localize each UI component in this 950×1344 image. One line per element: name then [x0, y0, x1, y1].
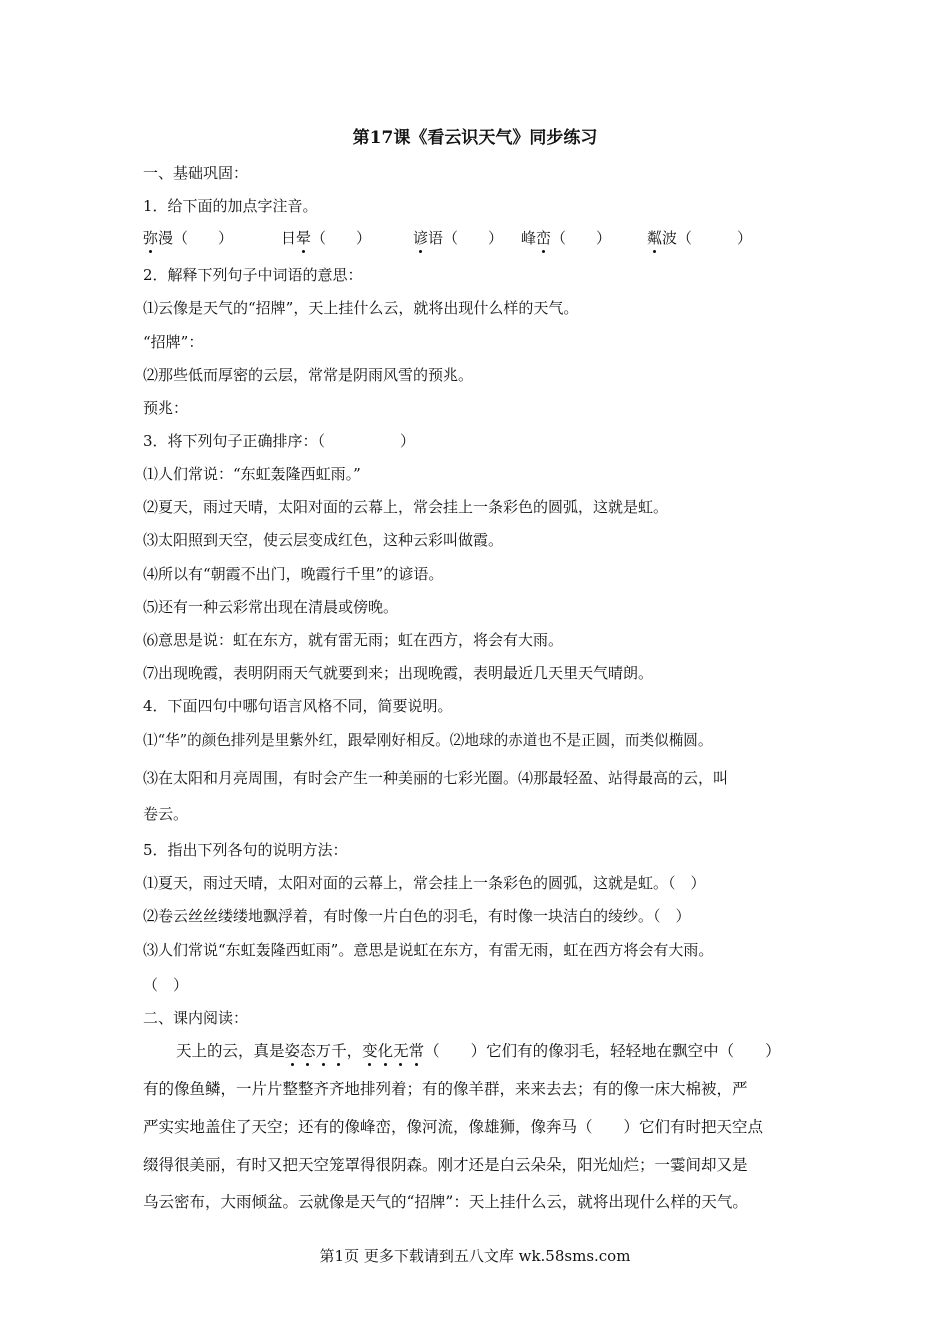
section1-heading: 一、基础巩固： [143, 164, 249, 182]
q3-line: ⑺出现晚霞，表明阴雨天气就要到来；出现晚霞，表明最近几天里天气晴朗。 [143, 664, 654, 682]
pinyin-item-2: 日晕（ ） [281, 229, 372, 247]
q5-line: ⑵卷云丝丝缕缕地飘浮着，有时像一片白色的羽毛，有时像一块洁白的绫纱。（ ） [143, 907, 691, 925]
pinyin-item-3: 谚语（ ） [413, 229, 504, 247]
q5-line: ⑶人们常说“东虹轰隆西虹雨”。意思是说虹在东方，有雷无雨，虹在西方将会有大雨。 [143, 941, 714, 959]
q2-term-1: “招牌”： [143, 333, 204, 351]
q3-line: ⑶太阳照到天空，使云层变成红色，这种云彩叫做霞。 [143, 531, 504, 549]
q5-prompt: 5．指出下列各句的说明方法： [143, 841, 348, 859]
q2-sentence-1: ⑴云像是天气的“招牌”，天上挂什么云，就将出现什么样的天气。 [143, 299, 579, 317]
q2-term-2: 预兆： [143, 399, 189, 417]
q2-sentence-2: ⑵那些低而厚密的云层，常常是阴雨风雪的预兆。 [143, 366, 474, 384]
reading-line: 缀得很美丽，有时又把天空笼罩得很阴森。刚才还是白云朵朵，阳光灿烂；一霎间却又是 [143, 1156, 748, 1174]
section2-heading: 二、课内阅读： [143, 1009, 249, 1027]
page-title: 第17课《看云识天气》同步练习 [352, 128, 598, 148]
q3-line: ⑹意思是说：虹在东方，就有雷无雨；虹在西方，将会有大雨。 [143, 631, 564, 649]
q4-line-2: ⑶在太阳和月亮周围，有时会产生一种美丽的七彩光圈。⑷那最轻盈、站得最高的云，叫 [143, 769, 729, 787]
q3-line: ⑴人们常说：“东虹轰隆西虹雨。” [143, 465, 361, 483]
reading-paragraph-line-1: 天上的云，真是姿态万千，变化无常（ ）它们有的像羽毛，轻轻地在飘空中（ ） [176, 1042, 781, 1060]
q4-prompt: 4．下面四句中哪句语言风格不同，简要说明。 [143, 697, 453, 715]
q4-line-3: 卷云。 [143, 805, 189, 823]
reading-line: 乌云密布，大雨倾盆。云就像是天气的“招牌”：天上挂什么云，就将出现什么样的天气。 [143, 1193, 748, 1211]
q3-line: ⑸还有一种云彩常出现在清晨或傍晚。 [143, 598, 399, 616]
q3-prompt: 3．将下列句子正确排序：（ ） [143, 432, 416, 450]
q3-line: ⑵夏天，雨过天晴，太阳对面的云幕上，常会挂上一条彩色的圆弧，这就是虹。 [143, 498, 669, 516]
q1-prompt: 1．给下面的加点字注音。 [143, 197, 318, 215]
q5-line: ⑴夏天，雨过天晴，太阳对面的云幕上，常会挂上一条彩色的圆弧，这就是虹。（ ） [143, 874, 706, 892]
page-footer: 第1页 更多下载请到五八文库 wk.58sms.com [319, 1247, 631, 1265]
reading-line: 严实实地盖住了天空；还有的像峰峦，像河流，像雄狮，像奔马（ ）它们有时把天空点 [143, 1118, 764, 1136]
reading-line: 有的像鱼鳞，一片片整整齐齐地排列着；有的像羊群，来来去去；有的像一床大棉被，严 [143, 1080, 748, 1098]
q5-line: （ ） [143, 976, 189, 994]
pinyin-item-5: 粼波（ ） [647, 229, 753, 247]
pinyin-item-1: 弥漫（ ） [143, 229, 234, 247]
q4-line-1: ⑴“华”的颜色排列是里紫外红，跟晕刚好相反。⑵地球的赤道也不是正圆，而类似椭圆。 [143, 732, 713, 749]
q2-prompt: 2．解释下列句子中词语的意思： [143, 266, 363, 284]
pinyin-item-4: 峰峦（ ） [521, 229, 612, 247]
q3-line: ⑷所以有“朝霞不出门，晚霞行千里”的谚语。 [143, 565, 444, 583]
q1-pinyin-row [143, 228, 843, 250]
